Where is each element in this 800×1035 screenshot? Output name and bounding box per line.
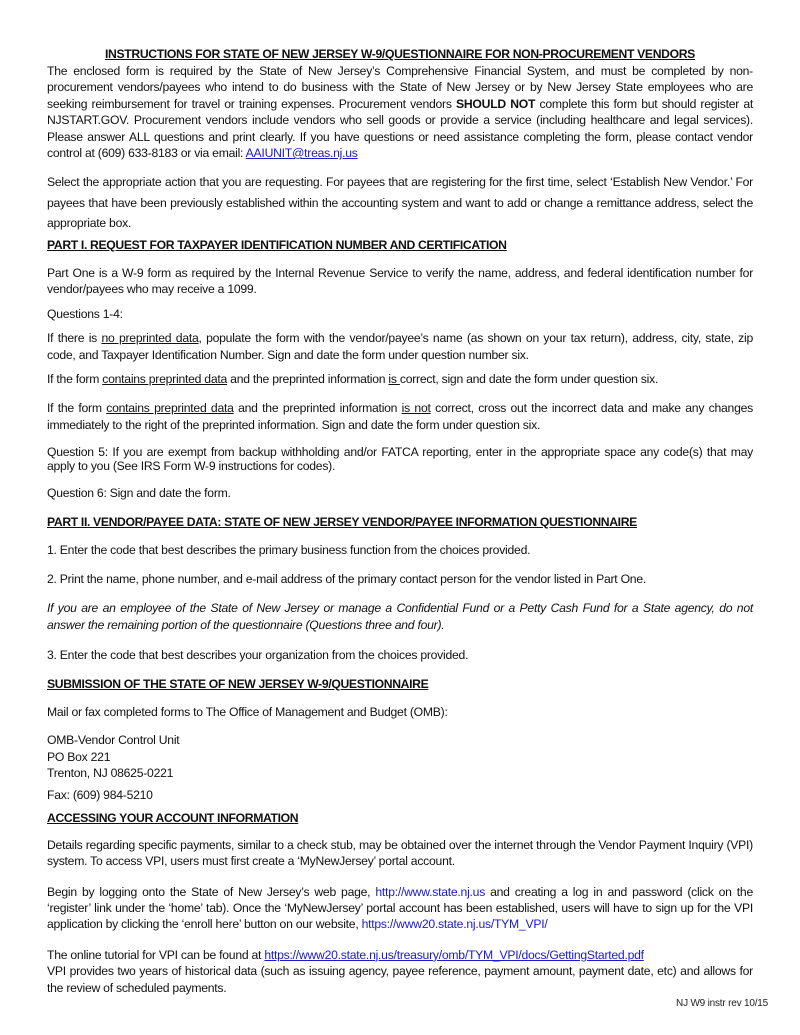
state-website-link[interactable]: http://www.state.nj.us — [375, 884, 486, 899]
tutorial-pdf-link[interactable]: https://www20.state.nj.us/treasury/omb/TYM_VPI/docs/GettingStarted.pdf — [264, 947, 644, 962]
text: correct, sign and date the form under question six. — [399, 371, 659, 386]
part1-heading: PART I. REQUEST FOR TAXPAYER IDENTIFICATION NUMBER AND CERTIFICATION — [47, 237, 507, 252]
intro-text-1: The enclosed form is required by the State of New Jersey’s Comprehensive Financial System, and must be completed by non-procurement vendors/payees who intend to do business with the State of New Jersey or by New Jersey State employees who are seeking reimbursement for travel or training expenses. Procurement vendors — [47, 64, 753, 111]
part2-item1: 1. Enter the code that best describes the primary business function from the choices provided. — [47, 542, 531, 557]
question5-paragraph: Question 5: If you are exempt from backup withholding and/or FATCA reporting, enter in the appropriate space any code(s) that may apply to you (See IRS Form W-9 instructions for codes). — [47, 445, 753, 474]
mail-instructions: Mail or fax completed forms to The Office of Management and Budget (OMB): — [47, 704, 448, 719]
no-preprinted-paragraph — [47, 330, 753, 363]
begin-paragraph — [47, 884, 753, 933]
vpi-history-paragraph: VPI provides two years of historical data (such as issuing agency, payee reference, payment amount, payment date, etc) and allows for the review of scheduled payments. — [47, 964, 753, 995]
text: If there is — [47, 331, 102, 346]
preprinted-incorrect-paragraph — [47, 400, 753, 433]
text: If the form — [47, 371, 103, 386]
instructions-page — [47, 46, 753, 996]
account-heading: ACCESSING YOUR ACCOUNT INFORMATION — [47, 810, 299, 825]
text: The online tutorial for VPI can be found at — [47, 947, 265, 962]
select-action-paragraph: Select the appropriate action that you are requesting. For payees that are registering for the first time, select ‘Establish New Vendor.’ For payees that have been previously established within the accounting system and want to add or change a remittance address, select the appropriate box. — [47, 175, 753, 231]
revision-footer: NJ W9 instr rev 10/15 — [676, 998, 768, 1009]
employee-note: If you are an employee of the State of New Jersey or manage a Confidential Fund or a Petty Cash Fund for a State agency, do not answer the remaining portion of the questionnaire (Questions three and four). — [47, 601, 753, 633]
fax-number: Fax: (609) 984-5210 — [47, 788, 153, 803]
questions-label: Questions 1-4: — [47, 306, 123, 321]
tutorial-line — [47, 947, 753, 963]
text: and the preprinted information — [227, 371, 389, 386]
underlined-text: contains preprinted data — [102, 371, 228, 386]
text: and creating a log in and password (click on the ‘register’ link under the ‘home’ tab). Once the ‘MyNewJersey’ portal account has been established, users will have to sign up for the VPI application by clicking the ‘enroll here’ button on our website, — [47, 884, 753, 932]
part2-item3: 3. Enter the code that best describes your organization from the choices provided. — [47, 648, 469, 663]
vpi-details-paragraph: Details regarding specific payments, similar to a check stub, may be obtained over the internet through the Vendor Payment Inquiry (VPI) system. To access VPI, users must first create a ‘MyNewJersey’ portal account. — [47, 837, 753, 869]
address-line-1: OMB-Vendor Control Unit — [47, 733, 180, 748]
part2-item2: 2. Print the name, phone number, and e-mail address of the primary contact person for the vendor listed in Part One. — [47, 572, 646, 586]
vpi-website-link[interactable]: https://www20.state.nj.us/TYM_VPI/ — [361, 917, 548, 932]
intro-paragraph — [47, 63, 753, 161]
page-title: INSTRUCTIONS FOR STATE OF NEW JERSEY W-9/QUESTIONNAIRE FOR NON-PROCUREMENT VENDORS — [105, 47, 695, 61]
part1-description: Part One is a W-9 form as required by the Internal Revenue Service to verify the name, address, and federal identification number for vendor/payees who may receive a 1099. — [47, 265, 753, 297]
address-line-2: PO Box 221 — [47, 749, 111, 764]
intro-text-2: complete this form but should register at NJSTART.GOV. Procurement vendors include vendors who sell goods or provide a service (including healthcare and legal services). Please answer ALL questions and print clearly. If you have questions or need assistance completing the form, please contact vendor control at (609) 633-8183 or via email: — [47, 96, 753, 161]
submission-heading: SUBMISSION OF THE STATE OF NEW JERSEY W-9/QUESTIONNAIRE — [47, 676, 429, 691]
underlined-text: is — [388, 371, 400, 386]
address-line-3: Trenton, NJ 08625-0221 — [47, 766, 174, 781]
should-not-emphasis: SHOULD NOT — [455, 96, 536, 111]
email-link[interactable]: AAIUNIT@treas.nj.us — [245, 146, 358, 161]
text: If the form — [47, 401, 107, 416]
preprinted-correct-paragraph — [47, 371, 753, 387]
underlined-text: no preprinted data — [101, 331, 199, 346]
text: , populate the form with the vendor/payee’s name (as shown on your tax return), address, city, state, zip code, and Taxpayer Identification Number. Sign and date the form under question number six. — [47, 331, 753, 362]
text: and the preprinted information — [233, 401, 402, 416]
question6-paragraph: Question 6: Sign and date the form. — [47, 486, 231, 501]
text: correct, cross out the incorrect data and make any changes immediately to the right of the preprinted information. Sign and date the form under question six. — [47, 401, 753, 432]
underlined-text: is not — [401, 401, 431, 416]
underlined-text: contains preprinted data — [106, 401, 234, 416]
text: Begin by logging onto the State of New Jersey’s web page, — [47, 884, 376, 899]
mailing-address — [47, 732, 753, 781]
part2-heading: PART II. VENDOR/PAYEE DATA: STATE OF NEW JERSEY VENDOR/PAYEE INFORMATION QUESTIONNAIRE — [47, 514, 637, 529]
